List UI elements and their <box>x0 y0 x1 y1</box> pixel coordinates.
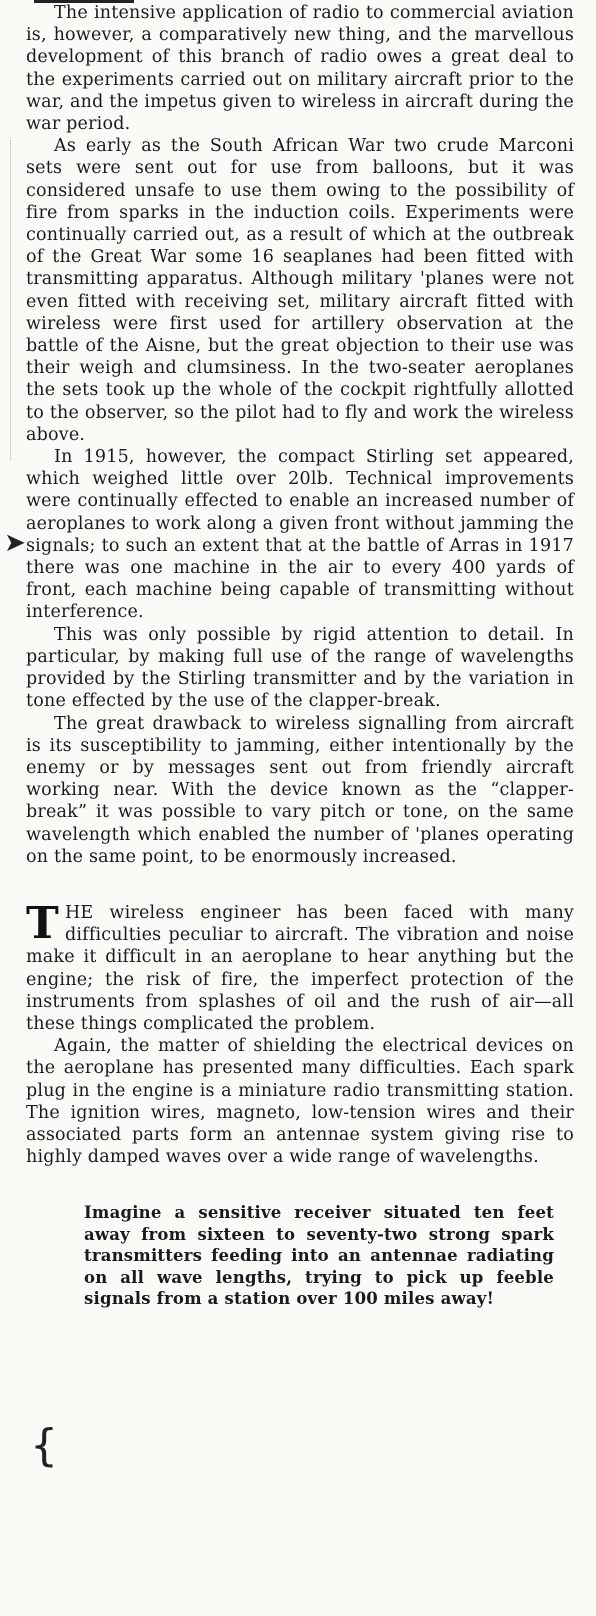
margin-brace-mark: { <box>30 1420 58 1471</box>
drop-cap: T <box>26 897 59 949</box>
margin-arrow-mark: ➤ <box>4 528 26 558</box>
section-paragraph <box>26 897 574 1035</box>
paragraph-7: Again, the matter of shielding the electrical devices on the aeroplane has presented many difficulties. Each spark plug in the engine is a miniature radio transmitting station. The ignition wires, magneto, low-tension wires and their associated parts form an antennae system giving rise to highly damped waves over a wide range of wavelengths. <box>26 1036 574 1168</box>
margin-dots <box>10 140 14 460</box>
paragraph-4: This was only possible by rigid attention to detail. In particular, by making full use of the range of wavelengths provided by the Stirling transmitter and by the variation in tone effected by the use of the clapper-break. <box>26 624 574 712</box>
paragraph-2: As early as the South African War two crude Marconi sets were sent out for use from balloons, but it was considered unsafe to use them owing to the possibility of fire from sparks in the induction coils. Experiments were continually carried out, as a result of which at the outbreak of the Great War some 16 seaplanes had been fitted with transmitting apparatus. Although military 'planes were not even fitted with receiving set, military aircraft fitted with wireless were first used for artillery observation at the battle of the Aisne, but the great objection to their use was their weigh and clumsiness. In the two-seater aeroplanes the sets took up the whole of the cockpit rightfully allotted to the observer, so the pilot had to fly and work the wireless above. <box>26 136 574 445</box>
paragraph-5: The great drawback to wireless signalling from aircraft is its susceptibility to jamming, either intentionally by the enemy or by messages sent out from friendly aircraft working near. With the device known as the “clapper-break” it was possible to vary pitch or tone, on the same wavelength which enabled the number of 'planes operating on the same point, to be enormously increased. <box>26 713 574 867</box>
section-paragraph-text: HE wireless engineer has been faced with many difficulties peculiar to aircraft. The vibration and noise make it difficult in an aeroplane to hear anything but the engine; the risk of fire, the imperfect protection of the instruments from splashes of oil and the rush of air—all these things complicated the problem. <box>26 902 574 1034</box>
paragraph-1: The intensive application of radio to commercial aviation is, however, a comparatively new thing, and the marvellous development of this branch of radio owes a great deal to the experiments carried out on military aircraft prior to the war, and the impetus given to wireless in aircraft during the war period. <box>26 3 574 135</box>
callout-paragraph: Imagine a sensitive receiver situated ten feet away from sixteen to seventy-two strong spark transmitters feeding into an antennae radiating on all wave lengths, trying to pick up feeble signals from a station over 100 miles away! <box>84 1203 554 1309</box>
article-column <box>26 0 574 1310</box>
paragraph-3: In 1915, however, the compact Stirling set appeared, which weighed little over 20lb. Technical improvements were continually effected to enable an increased number of aeroplanes to work along a given front without jamming the signals; to such an extent that at the battle of Arras in 1917 there was one machine in the air to every 400 yards of front, each machine being capable of transmitting without interference. <box>26 447 574 623</box>
